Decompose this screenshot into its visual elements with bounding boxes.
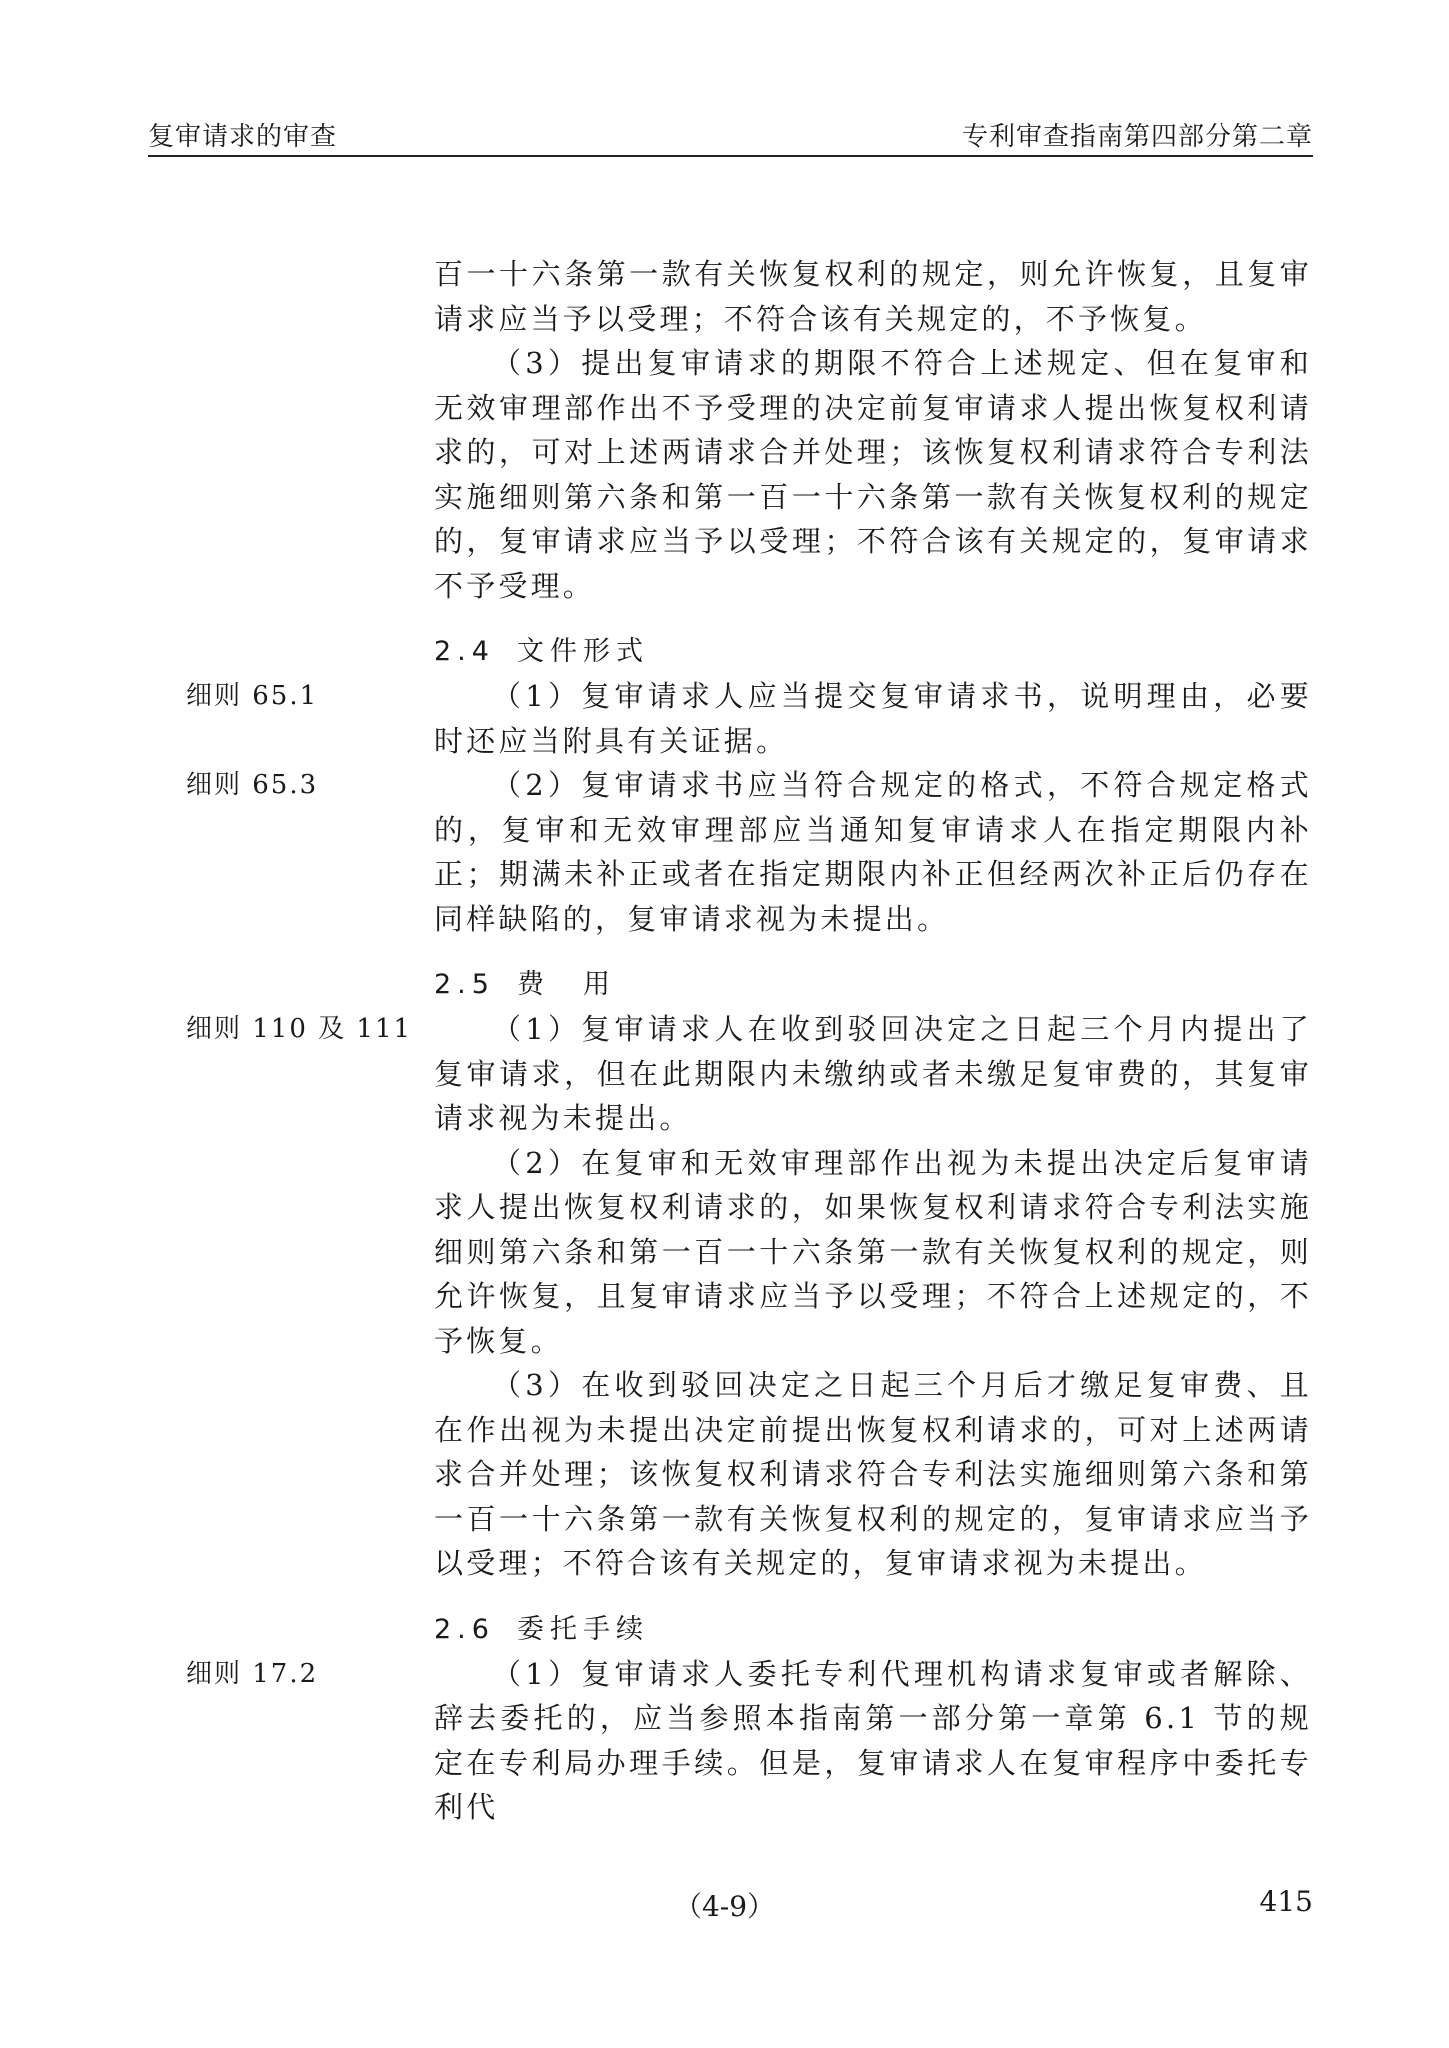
paragraph: （3）提出复审请求的期限不符合上述规定、但在复审和无效审理部作出不予受理的决定前复审请求人提出恢复权利请求的，可对上述两请求合并处理；该恢复权利请求符合专利法实施细则第六条和第一百一十六条第一款有关恢复权利的规定的，复审请求应当予以受理；不符合该有关规定的，复审请求不予受理。: [434, 346, 1312, 603]
block-8: [0, 1652, 1449, 1830]
margin-reference: 细则 65.3: [186, 770, 319, 800]
header-section-title: 复审请求的审查: [148, 122, 338, 152]
paragraph: （2）在复审和无效审理部作出视为未提出决定后复审请求人提出恢复权利请求的，如果恢复权利请求符合专利法实施细则第六条和第一百一十六条第一款有关恢复权利的规定，则允许恢复，且复审请求应当予以受理；不符合上述规定的，不予恢复。: [434, 1145, 1312, 1358]
paragraph: （1）复审请求人委托专利代理机构请求复审或者解除、辞去委托的，应当参照本指南第一部分第一章第 6.1 节的规定在专利局办理手续。但是，复审请求人在复审程序中委托专利代: [434, 1656, 1312, 1824]
paragraph: （1）复审请求人应当提交复审请求书，说明理由，必要时还应当附具有关证据。: [434, 679, 1312, 758]
header-divider: [148, 155, 1313, 157]
running-header: [148, 116, 1313, 156]
section-heading-2-6: [434, 1608, 1449, 1652]
block-6: [0, 1141, 1449, 1364]
section-number: 2.4: [434, 636, 495, 667]
section-heading-2-5: [434, 963, 1449, 1007]
section-heading-2-4: [434, 630, 1449, 674]
header-chapter-title: 专利审查指南第四部分第二章: [961, 122, 1313, 152]
block-4: [0, 763, 1449, 941]
paragraph-continuation: 百一十六条第一款有关恢复权利的规定，则允许恢复，且复审请求应当予以受理；不符合该有关规定的，不予恢复。: [434, 257, 1312, 336]
section-title: 文件形式: [516, 636, 649, 667]
section-number: 2.5: [434, 969, 495, 1000]
section-number: 2.6: [434, 1613, 495, 1645]
block-3: [0, 674, 1449, 763]
margin-reference: 细则 110 及 111: [186, 1014, 413, 1044]
page-number: 415: [1259, 1885, 1313, 1918]
section-title: 委托手续: [516, 1613, 649, 1645]
margin-reference: 细则 65.1: [186, 681, 319, 711]
block-5: [0, 1007, 1449, 1141]
block-2: [0, 341, 1449, 608]
page-body: [0, 252, 1449, 1830]
paragraph: （2）复审请求书应当符合规定的格式，不符合规定格式的，复审和无效审理部应当通知复审请求人在指定期限内补正；期满未补正或者在指定期限内补正但经两次补正后仍存在同样缺陷的，复审请求视为未提出。: [434, 768, 1312, 936]
footer-section-code: （4-9）: [673, 1890, 776, 1923]
margin-reference: 细则 17.2: [186, 1658, 319, 1689]
block-1: [0, 252, 1449, 341]
section-title: 费 用: [516, 969, 616, 1000]
block-7: [0, 1363, 1449, 1586]
paragraph: （3）在收到驳回决定之日起三个月后才缴足复审费、且在作出视为未提出决定前提出恢复权利请求的，可对上述两请求合并处理；该恢复权利请求符合专利法实施细则第六条和第一百一十六条第一款有关恢复权利的规定的，复审请求应当予以受理；不符合该有关规定的，复审请求视为未提出。: [434, 1368, 1312, 1580]
paragraph: （1）复审请求人在收到驳回决定之日起三个月内提出了复审请求，但在此期限内未缴纳或者未缴足复审费的，其复审请求视为未提出。: [434, 1012, 1312, 1135]
